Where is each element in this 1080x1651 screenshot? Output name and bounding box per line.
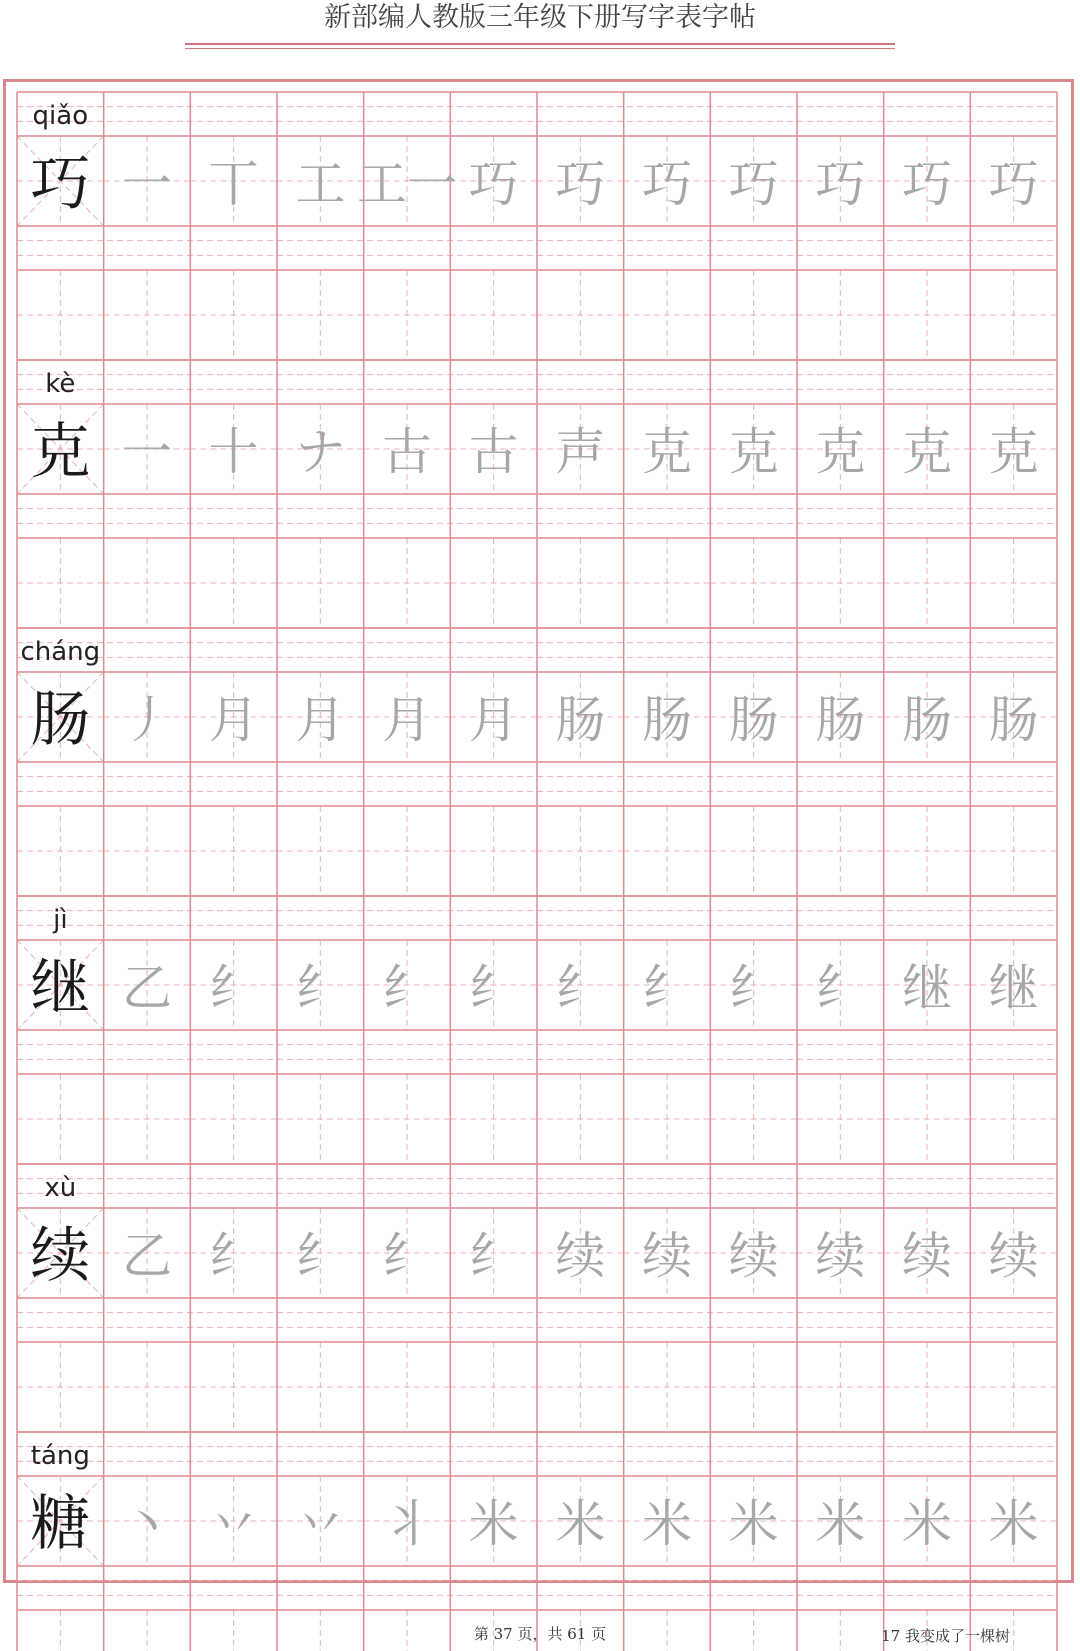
- stroke-order-character: 米: [728, 1495, 779, 1553]
- pinyin-label: qiǎo: [32, 101, 89, 131]
- stroke-order-character: 肠: [642, 691, 692, 749]
- stroke-order-character: 工一: [357, 155, 457, 213]
- stroke-order-character: 纟: [468, 1227, 519, 1285]
- stroke-order-character: 米: [815, 1495, 866, 1553]
- stroke-order-character: 工: [295, 155, 346, 213]
- stroke-order-character: 米: [988, 1495, 1039, 1553]
- stroke-order-character: 肠: [815, 691, 866, 749]
- stroke-order-character: 纟: [382, 959, 432, 1017]
- stroke-order-character: 继: [902, 959, 952, 1017]
- stroke-order-character: 乙: [122, 1227, 172, 1285]
- model-character: 肠: [30, 685, 91, 755]
- stroke-order-character: 古: [382, 423, 432, 481]
- stroke-order-character: 丅: [208, 155, 259, 213]
- stroke-order-character: 纟: [468, 959, 519, 1017]
- stroke-order-character: 米: [468, 1495, 519, 1553]
- stroke-order-character: 纟: [208, 959, 259, 1017]
- stroke-order-character: ナ: [295, 423, 346, 481]
- stroke-order-character: 续: [902, 1227, 952, 1285]
- stroke-order-character: 巧: [468, 155, 519, 213]
- pinyin-label: cháng: [20, 637, 101, 667]
- pinyin-label: jì: [53, 905, 68, 935]
- stroke-order-character: 十: [208, 423, 259, 481]
- stroke-order-character: 肠: [902, 691, 952, 749]
- stroke-order-character: 纟: [642, 959, 692, 1017]
- stroke-order-character: 克: [728, 423, 779, 481]
- stroke-order-character: 肠: [988, 691, 1039, 749]
- stroke-order-character: 纟: [208, 1227, 259, 1285]
- model-character: 巧: [30, 149, 91, 219]
- stroke-order-character: 乙: [122, 959, 172, 1017]
- stroke-order-character: 声: [555, 423, 606, 481]
- stroke-order-character: 克: [902, 423, 952, 481]
- stroke-order-character: 巧: [555, 155, 606, 213]
- stroke-order-character: 纟: [382, 1227, 432, 1285]
- stroke-order-character: 米: [902, 1495, 952, 1553]
- stroke-order-character: 纟: [555, 959, 606, 1017]
- stroke-order-character: 巧: [642, 155, 692, 213]
- stroke-order-character: 纟: [295, 959, 346, 1017]
- model-character: 克: [30, 417, 91, 487]
- stroke-order-character: 肠: [728, 691, 779, 749]
- lesson-title: 17 我变成了一棵树: [881, 1627, 1010, 1645]
- model-character: 糖: [30, 1489, 91, 1559]
- stroke-order-character: 续: [642, 1227, 692, 1285]
- stroke-order-character: 纟: [295, 1227, 346, 1285]
- stroke-order-character: 纟: [728, 959, 779, 1017]
- model-character: 续: [30, 1221, 91, 1291]
- stroke-order-character: 续: [555, 1227, 606, 1285]
- stroke-order-character: 丶: [122, 1495, 172, 1553]
- stroke-order-character: 一: [122, 423, 172, 481]
- pinyin-label: kè: [45, 369, 76, 399]
- stroke-order-character: 丬: [382, 1495, 432, 1553]
- pinyin-label: táng: [30, 1441, 90, 1471]
- stroke-order-character: 巧: [728, 155, 779, 213]
- stroke-order-character: 巧: [902, 155, 952, 213]
- stroke-order-character: 续: [988, 1227, 1039, 1285]
- stroke-order-character: 续: [815, 1227, 866, 1285]
- stroke-order-character: 续: [728, 1227, 779, 1285]
- stroke-order-character: 月: [382, 691, 432, 749]
- stroke-order-character: 米: [642, 1495, 692, 1553]
- stroke-order-character: 克: [988, 423, 1039, 481]
- stroke-order-character: 克: [815, 423, 866, 481]
- stroke-order-character: 巧: [815, 155, 866, 213]
- stroke-order-character: 克: [642, 423, 692, 481]
- stroke-order-character: 月: [295, 691, 346, 749]
- stroke-order-character: 米: [555, 1495, 606, 1553]
- model-character: 继: [30, 953, 91, 1023]
- stroke-order-character: 肠: [555, 691, 606, 749]
- page-title: 新部编人教版三年级下册写字表字帖: [324, 2, 756, 33]
- stroke-order-character: 古: [468, 423, 519, 481]
- stroke-order-character: 一: [122, 155, 172, 213]
- stroke-order-character: 继: [988, 959, 1039, 1017]
- stroke-order-character: 月: [468, 691, 519, 749]
- stroke-order-character: 丷: [295, 1495, 346, 1553]
- stroke-order-character: 巧: [988, 155, 1039, 213]
- pinyin-label: xù: [44, 1173, 77, 1203]
- stroke-order-character: 纟: [815, 959, 866, 1017]
- page-number: 第 37 页，共 61 页: [473, 1625, 607, 1643]
- stroke-order-character: 月: [208, 691, 259, 749]
- stroke-order-character: 丷: [208, 1495, 259, 1553]
- stroke-order-character: 丿: [122, 691, 172, 749]
